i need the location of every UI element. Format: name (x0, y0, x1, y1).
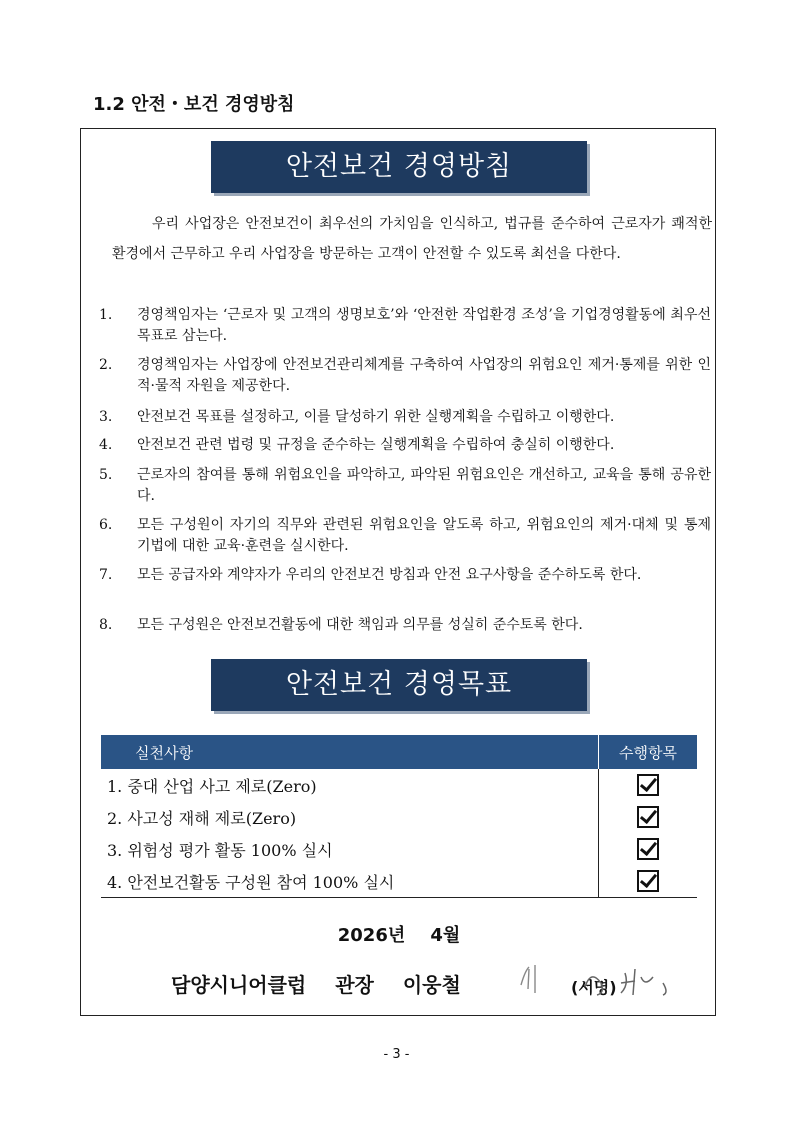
goals-table (101, 735, 697, 898)
policy-num: 7. (99, 567, 113, 583)
policy-item-3 (99, 407, 711, 428)
policy-num: 3. (99, 409, 113, 425)
goals-banner: 안전보건 경영목표 (211, 659, 587, 711)
policy-num: 8. (99, 617, 113, 633)
policy-num: 5. (99, 467, 113, 483)
policy-item-4 (99, 435, 711, 456)
handwritten-initial-icon (513, 959, 553, 999)
goal-text: 1. 중대 산업 사고 제로(Zero) (107, 776, 317, 796)
goal-check-cell (599, 833, 698, 865)
date-month: 4월 (430, 925, 461, 946)
signature-line (171, 969, 483, 998)
date-year: 2026년 (337, 925, 406, 946)
table-row (101, 769, 697, 801)
policy-item-5 (99, 465, 711, 507)
policy-item-1 (99, 305, 711, 347)
handwritten-signature-icon (571, 959, 701, 1003)
policy-num: 4. (99, 437, 113, 453)
policy-text: 경영책임자는 ‘근로자 및 고객의 생명보호’와 ‘안전한 작업환경 조성’을 기업경영활동에 최우선 목표로 삼는다. (137, 307, 711, 344)
header-item: 수행항목 (599, 735, 698, 769)
policy-text: 경영책임자는 사업장에 안전보건관리체계를 구축하여 사업장의 위험요인 제거·통제를 위한 인적·물적 자원을 제공한다. (137, 357, 711, 394)
policy-item-2 (99, 355, 711, 397)
intro-text: 우리 사업장은 안전보건이 최우선의 가치임을 인식하고, 법규를 준수하여 근로자가 쾌적한 환경에서 근무하고 우리 사업장을 방문하는 고객이 안전할 수 있도록 최선을 다한다. (112, 216, 712, 262)
goals-header-row (101, 735, 697, 769)
section-heading: 1.2 안전・보건 경영방침 (93, 94, 295, 115)
sign-label: (서명) (571, 978, 617, 997)
header-practice: 실천사항 (101, 735, 599, 769)
policy-text: 근로자의 참여를 통해 위험요인을 파악하고, 파악된 위험요인은 개선하고, 교육을 통해 공유한다. (137, 467, 711, 504)
policy-text: 모든 공급자와 계약자가 우리의 안전보건 방침과 안전 요구사항을 준수하도록 한다. (137, 567, 642, 583)
checkbox-checked-icon (637, 806, 659, 828)
goal-text: 2. 사고성 재해 제로(Zero) (107, 808, 297, 828)
policy-num: 6. (99, 517, 113, 533)
policy-item-7 (99, 565, 711, 586)
policy-text: 안전보건 목표를 설정하고, 이를 달성하기 위한 실행계획을 수립하고 이행한다. (137, 409, 615, 425)
policy-item-8 (99, 615, 711, 636)
table-row (101, 865, 697, 898)
signer-name: 이웅철 (402, 973, 461, 997)
checkbox-checked-icon (637, 838, 659, 860)
goal-check-cell (599, 769, 698, 801)
policy-num: 2. (99, 357, 113, 373)
policy-num: 1. (99, 307, 113, 323)
checkbox-checked-icon (637, 774, 659, 796)
policy-text: 모든 구성원은 안전보건활동에 대한 책임과 의무를 성실히 준수토록 한다. (137, 617, 583, 633)
page-number: - 3 - (383, 1047, 410, 1062)
goal-text: 3. 위험성 평가 활동 100% 실시 (107, 840, 333, 860)
policy-banner: 안전보건 경영방침 (211, 141, 587, 193)
policy-text: 안전보건 관련 법령 및 규정을 준수하는 실행계획을 수립하여 충실히 이행한다. (137, 437, 615, 453)
goal-check-cell (599, 865, 698, 898)
goal-text: 4. 안전보건활동 구성원 참여 100% 실시 (101, 865, 599, 898)
intro-paragraph (112, 209, 712, 269)
policy-text: 모든 구성원이 자기의 직무와 관련된 위험요인을 알도록 하고, 위험요인의 제거·대체 및 통제 기법에 대한 교육·훈련을 실시한다. (137, 517, 711, 554)
organization-name: 담양시니어클럽 (171, 973, 307, 997)
checkbox-checked-icon (637, 870, 659, 892)
table-row (101, 801, 697, 833)
position-title: 관장 (335, 973, 374, 997)
policy-frame (80, 128, 716, 1016)
table-row (101, 833, 697, 865)
goal-check-cell (599, 801, 698, 833)
document-date (81, 921, 717, 947)
policy-item-6 (99, 515, 711, 557)
